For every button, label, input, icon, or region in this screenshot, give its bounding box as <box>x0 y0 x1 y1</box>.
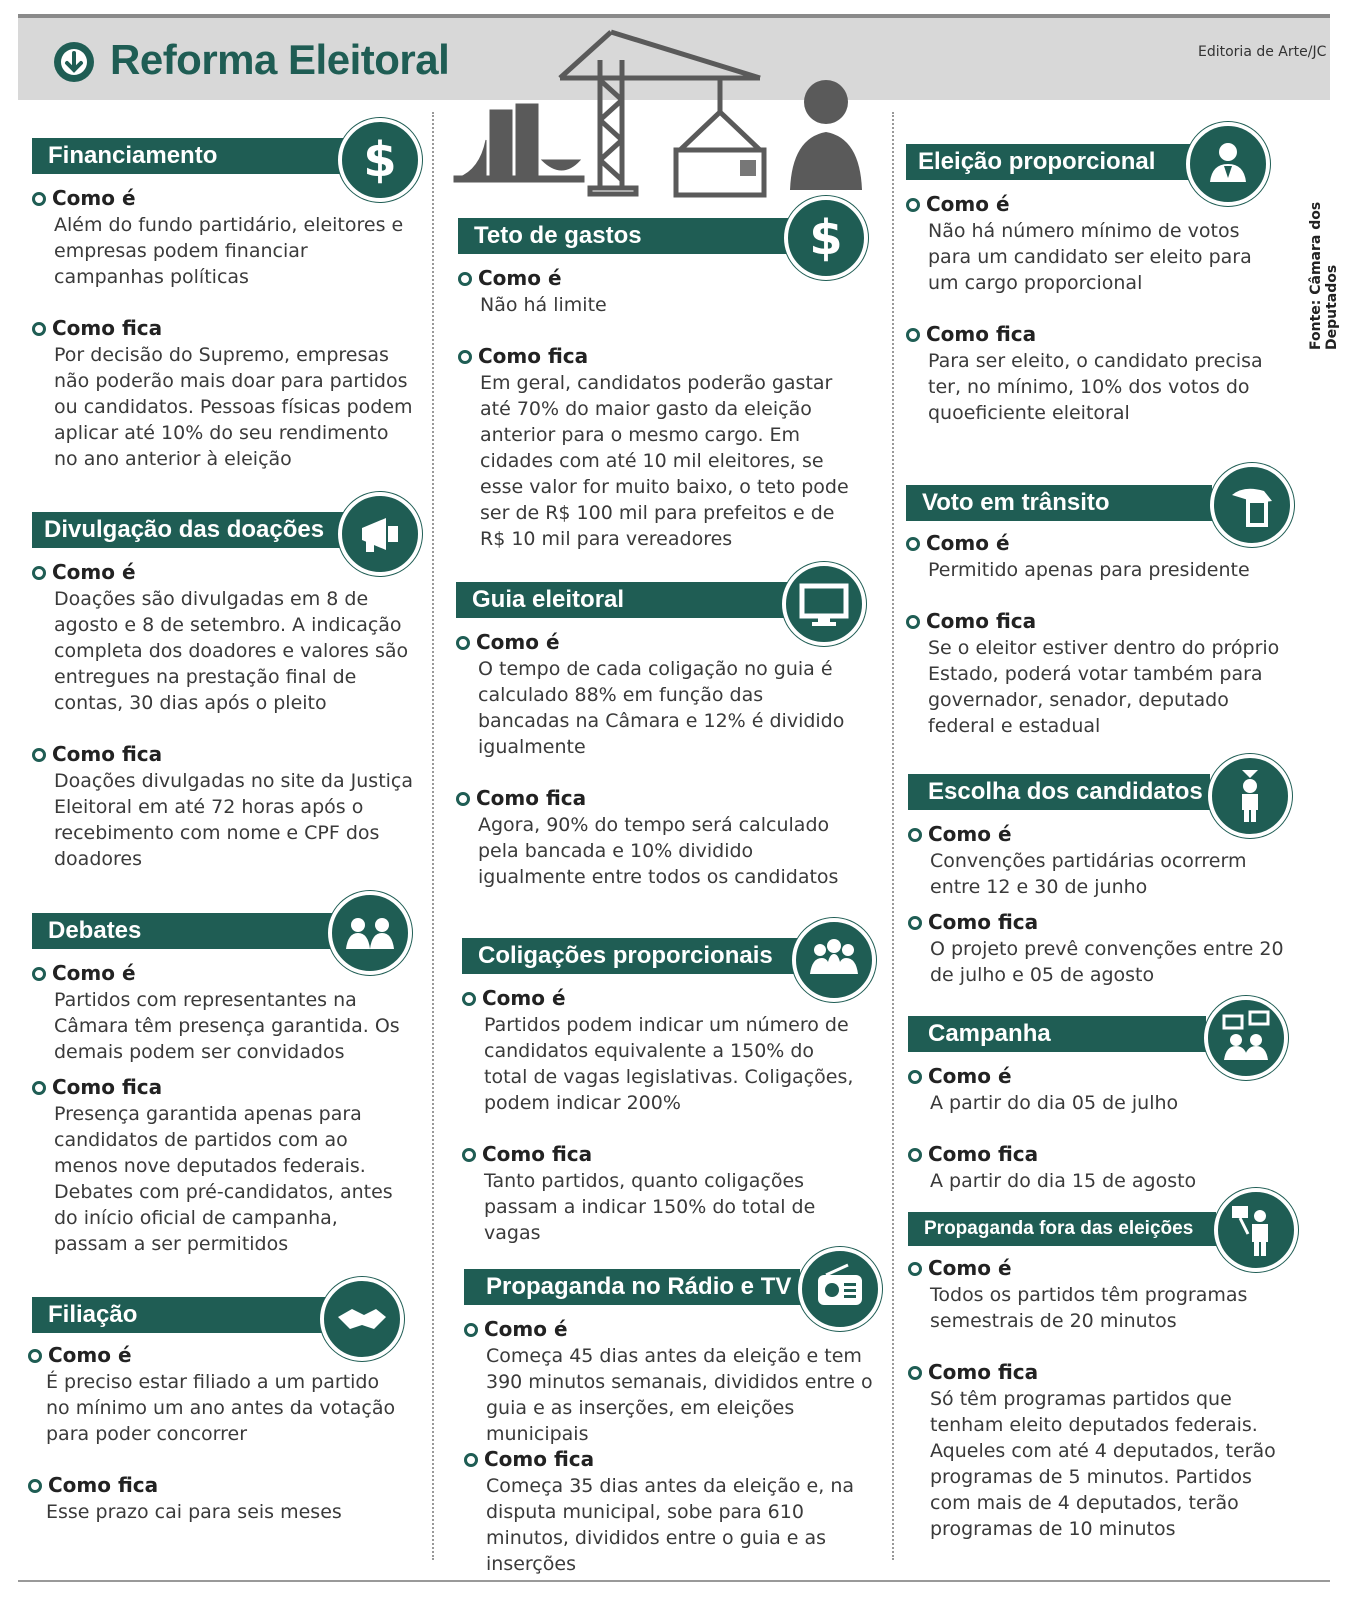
section-title: Propaganda no Rádio e TV <box>464 1269 800 1305</box>
como-e-heading: Como é <box>462 986 566 1010</box>
como-fica-heading: Como fica <box>908 1360 1038 1384</box>
como-fica-heading: Como fica <box>32 316 162 340</box>
como-fica-heading: Como fica <box>458 344 588 368</box>
como-fica-text: Por decisão do Supremo, empresas não poderão mais doar para partidos ou candidatos. Pessoas físicas podem aplicar até 10% do seu rendimento no ano anterior à eleição <box>54 344 413 470</box>
section-title: Voto em trânsito <box>906 485 1212 521</box>
down-arrow-icon <box>54 42 94 82</box>
como-fica-text: Agora, 90% do tempo será calculado pela bancada e 10% dividido igualmente entre todos os candidatos <box>478 814 839 888</box>
ballot-icon <box>1210 463 1294 547</box>
page-title: Reforma Eleitoral <box>110 36 450 83</box>
como-fica-text: Se o eleitor estiver dentro do próprio Estado, poderá votar também para governador, senador, deputado federal e estadual <box>928 637 1280 737</box>
como-e-heading: Como é <box>456 630 560 654</box>
sign-holder-icon <box>1214 1188 1298 1272</box>
como-e-text: Convenções partidárias ocorrerm entre 12 e 30 de junho <box>930 850 1247 898</box>
como-e-text: Não há limite <box>480 294 607 316</box>
candidate-icon <box>1208 754 1292 838</box>
como-e-text: É preciso estar filiado a um partido no mínimo um ano antes da votação para poder concorrer <box>46 1371 396 1445</box>
section-title: Filiação <box>32 1297 326 1333</box>
group-icon <box>792 918 876 1002</box>
dollar-icon <box>338 118 422 202</box>
como-fica-heading: Como fica <box>28 1473 158 1497</box>
como-e-text: Não há número mínimo de votos para um candidato ser eleito para um cargo proporcional <box>928 220 1252 294</box>
section-title: Eleição proporcional <box>906 144 1196 180</box>
como-e-heading: Como é <box>464 1317 568 1341</box>
como-fica-heading: Como fica <box>462 1142 592 1166</box>
como-fica-text: Esse prazo cai para seis meses <box>46 1501 342 1523</box>
person-icon <box>1186 122 1270 206</box>
section-title: Guia eleitoral <box>456 582 788 618</box>
como-fica-heading: Como fica <box>32 1075 162 1099</box>
como-fica-heading: Como fica <box>32 742 162 766</box>
handshake-icon <box>320 1277 404 1361</box>
como-fica-heading: Como fica <box>456 786 586 810</box>
como-e-text: Além do fundo partidário, eleitores e empresas podem financiar campanhas políticas <box>54 214 404 288</box>
como-fica-text: O projeto prevê convenções entre 20 de julho e 05 de agosto <box>930 938 1284 986</box>
como-e-text: A partir do dia 05 de julho <box>930 1092 1179 1114</box>
como-fica-text: Só têm programas partidos que tenham eleito deputados federais. Aqueles com até 4 deputados, terão programas de 5 minutos. Partidos com mais de 4 deputados, terão programas de 10 minutos <box>930 1388 1276 1540</box>
como-fica-heading: Como fica <box>906 609 1036 633</box>
como-fica-heading: Como fica <box>908 1142 1038 1166</box>
como-e-heading: Como é <box>32 186 136 210</box>
como-e-heading: Como é <box>908 1256 1012 1280</box>
monitor-icon <box>782 562 866 646</box>
como-e-heading: Como é <box>908 822 1012 846</box>
como-fica-text: Em geral, candidatos poderão gastar até 70% do maior gasto da eleição anterior para o mesmo cargo. Em cidades com até 10 mil eleitores, se esse valor for muito baixo, o teto pode ser de R$ 100 mil para prefeitos e de R$ 10 mil para vereadores <box>480 372 849 550</box>
como-e-heading: Como é <box>906 192 1010 216</box>
section-title: Coligações proporcionais <box>462 938 798 974</box>
como-fica-heading: Como fica <box>464 1447 594 1471</box>
megaphone-icon <box>338 492 422 576</box>
como-fica-text: Tanto partidos, quanto coligações passam a indicar 150% do total de vagas <box>484 1170 816 1244</box>
como-e-heading: Como é <box>908 1064 1012 1088</box>
como-e-heading: Como é <box>32 961 136 985</box>
svg-text:$: $ <box>363 132 397 188</box>
svg-text:$: $ <box>809 210 843 266</box>
source-note: Fonte: Câmara dos Deputados <box>1308 201 1340 350</box>
como-fica-text: A partir do dia 15 de agosto <box>930 1170 1197 1192</box>
como-e-text: Todos os partidos têm programas semestrais de 20 minutos <box>930 1284 1248 1332</box>
como-e-text: Permitido apenas para presidente <box>928 559 1250 581</box>
como-e-text: Partidos com representantes na Câmara têm presença garantida. Os demais podem ser convidados <box>54 989 400 1063</box>
section-title: Divulgação das doações <box>32 512 344 548</box>
construction-illustration <box>450 20 880 200</box>
como-e-text: Doações são divulgadas em 8 de agosto e 8 de setembro. A indicação completa dos doadores e valores são entregues na prestação final de contas, 30 dias após o pleito <box>54 588 409 714</box>
column-divider <box>432 112 434 1560</box>
como-e-text: O tempo de cada coligação no guia é calculado 88% em função das bancadas na Câmara e 12% é dividido igualmente <box>478 658 845 758</box>
como-fica-text: Começa 35 dias antes da eleição e, na disputa municipal, sobe para 610 minutos, divididos entre o guia e as inserções <box>486 1475 855 1575</box>
dollar-icon <box>784 196 868 280</box>
rally-icon <box>1204 996 1288 1080</box>
people-debate-icon <box>328 891 412 975</box>
section-title: Debates <box>32 913 332 949</box>
radio-icon <box>798 1247 882 1331</box>
section-title: Propaganda fora das eleições <box>908 1212 1216 1246</box>
como-fica-heading: Como fica <box>908 910 1038 934</box>
section-title: Escolha dos candidatos <box>908 774 1210 810</box>
como-fica-text: Doações divulgadas no site da Justiça Eleitoral em até 72 horas após o recebimento com nome e CPF dos doadores <box>54 770 414 870</box>
section-title: Campanha <box>908 1016 1206 1052</box>
section-title: Financiamento <box>32 138 344 174</box>
section-title: Teto de gastos <box>458 218 788 254</box>
como-e-text: Partidos podem indicar um número de candidatos equivalente a 150% do total de vagas legislativas. Coligações, podem indicar 200% <box>484 1014 854 1114</box>
como-e-heading: Como é <box>32 560 136 584</box>
como-e-heading: Como é <box>28 1343 132 1367</box>
column-divider <box>892 112 894 1560</box>
como-fica-heading: Como fica <box>906 322 1036 346</box>
como-e-heading: Como é <box>906 531 1010 555</box>
como-e-heading: Como é <box>458 266 562 290</box>
bottom-rule <box>18 1580 1330 1582</box>
art-credit: Editoria de Arte/JC <box>1198 44 1327 60</box>
como-e-text: Começa 45 dias antes da eleição e tem 390 minutos semanais, divididos entre o guia e as inserções, em eleições municipais <box>486 1345 873 1445</box>
como-fica-text: Presença garantida apenas para candidatos de partidos com ao menos nove deputados federais. Debates com pré-candidatos, antes do início oficial de campanha, passam a ser permitidos <box>54 1103 393 1255</box>
como-fica-text: Para ser eleito, o candidato precisa ter, no mínimo, 10% dos votos do quoeficiente eleitoral <box>928 350 1263 424</box>
